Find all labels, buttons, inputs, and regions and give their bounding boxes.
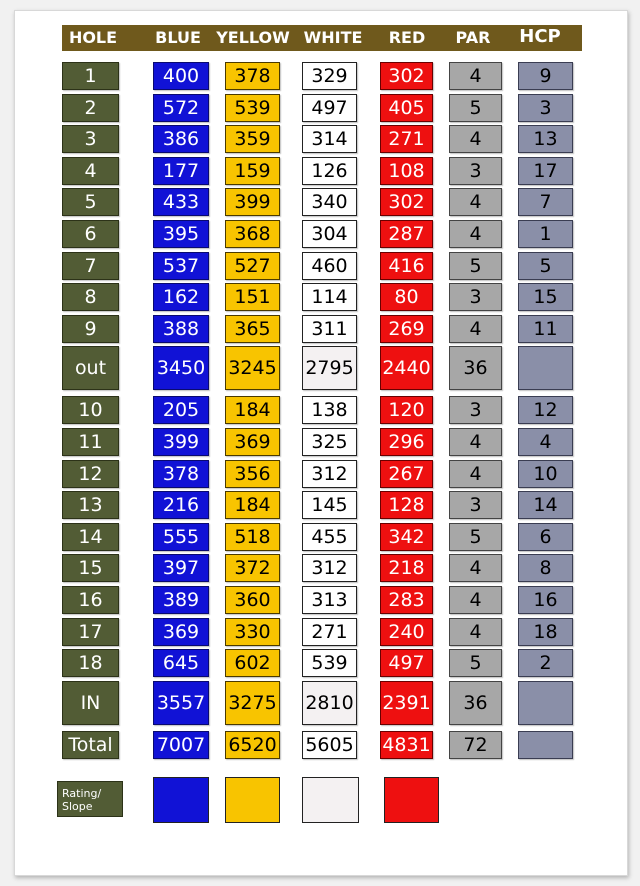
- cell-yellow-row-17: 360: [225, 586, 280, 614]
- cell-red-row-20: 2391: [380, 681, 433, 725]
- header-white: WHITE: [303, 28, 363, 47]
- cell-blue-row-12: 399: [153, 428, 209, 456]
- cell-hole-row-9: 9: [62, 315, 119, 343]
- cell-hole-row-8: 8: [62, 283, 119, 311]
- cell-blue-row-19: 645: [153, 649, 209, 677]
- cell-hole-row-18: 17: [62, 618, 119, 646]
- cell-hcp-row-21: [518, 731, 573, 759]
- cell-par-row-3: 4: [449, 125, 502, 153]
- cell-yellow-row-5: 399: [225, 188, 280, 216]
- cell-hcp-row-16: 8: [518, 554, 573, 582]
- cell-par-row-10: 36: [449, 346, 502, 390]
- rating-label-line1: Rating/: [62, 787, 102, 800]
- cell-yellow-row-19: 602: [225, 649, 280, 677]
- rating-red-box: [384, 777, 439, 823]
- header-hole: HOLE: [68, 28, 118, 47]
- cell-white-row-10: 2795: [302, 346, 357, 390]
- cell-blue-row-9: 388: [153, 315, 209, 343]
- cell-hole-row-12: 11: [62, 428, 119, 456]
- cell-red-row-21: 4831: [380, 731, 433, 759]
- cell-hole-row-7: 7: [62, 252, 119, 280]
- cell-hole-row-20: IN: [62, 681, 119, 725]
- cell-hole-row-14: 13: [62, 491, 119, 519]
- cell-white-row-21: 5605: [302, 731, 357, 759]
- cell-white-row-12: 325: [302, 428, 357, 456]
- cell-hcp-row-11: 12: [518, 396, 573, 424]
- cell-yellow-row-4: 159: [225, 157, 280, 185]
- cell-yellow-row-8: 151: [225, 283, 280, 311]
- cell-red-row-18: 240: [380, 618, 433, 646]
- cell-hole-row-2: 2: [62, 94, 119, 122]
- cell-yellow-row-16: 372: [225, 554, 280, 582]
- header-yellow: YELLOW: [216, 28, 290, 47]
- cell-blue-row-11: 205: [153, 396, 209, 424]
- cell-white-row-18: 271: [302, 618, 357, 646]
- cell-hcp-row-20: [518, 681, 573, 725]
- cell-red-row-4: 108: [380, 157, 433, 185]
- cell-hcp-row-9: 11: [518, 315, 573, 343]
- cell-yellow-row-12: 369: [225, 428, 280, 456]
- cell-blue-row-21: 7007: [153, 731, 209, 759]
- cell-hcp-row-7: 5: [518, 252, 573, 280]
- cell-white-row-15: 455: [302, 523, 357, 551]
- cell-yellow-row-13: 356: [225, 460, 280, 488]
- cell-white-row-14: 145: [302, 491, 357, 519]
- cell-red-row-16: 218: [380, 554, 433, 582]
- cell-white-row-11: 138: [302, 396, 357, 424]
- cell-hcp-row-14: 14: [518, 491, 573, 519]
- cell-yellow-row-18: 330: [225, 618, 280, 646]
- cell-par-row-4: 3: [449, 157, 502, 185]
- cell-par-row-12: 4: [449, 428, 502, 456]
- header-hcp: HCP: [519, 26, 561, 47]
- cell-white-row-3: 314: [302, 125, 357, 153]
- cell-white-row-19: 539: [302, 649, 357, 677]
- cell-white-row-4: 126: [302, 157, 357, 185]
- cell-par-row-9: 4: [449, 315, 502, 343]
- cell-yellow-row-11: 184: [225, 396, 280, 424]
- header-red: RED: [388, 28, 426, 47]
- rating-white-box: [302, 777, 359, 823]
- cell-par-row-1: 4: [449, 62, 502, 90]
- cell-hcp-row-17: 16: [518, 586, 573, 614]
- cell-par-row-6: 4: [449, 220, 502, 248]
- rating-yellow-box: [225, 777, 280, 823]
- cell-par-row-16: 4: [449, 554, 502, 582]
- cell-hole-row-16: 15: [62, 554, 119, 582]
- cell-hole-row-3: 3: [62, 125, 119, 153]
- cell-white-row-8: 114: [302, 283, 357, 311]
- cell-red-row-13: 267: [380, 460, 433, 488]
- cell-par-row-2: 5: [449, 94, 502, 122]
- cell-hcp-row-12: 4: [518, 428, 573, 456]
- cell-white-row-2: 497: [302, 94, 357, 122]
- cell-par-row-7: 5: [449, 252, 502, 280]
- cell-par-row-17: 4: [449, 586, 502, 614]
- cell-red-row-8: 80: [380, 283, 433, 311]
- rating-slope-label: [57, 781, 123, 817]
- cell-red-row-17: 283: [380, 586, 433, 614]
- cell-hole-row-5: 5: [62, 188, 119, 216]
- cell-hole-row-10: out: [62, 346, 119, 390]
- cell-yellow-row-6: 368: [225, 220, 280, 248]
- cell-par-row-15: 5: [449, 523, 502, 551]
- cell-hcp-row-15: 6: [518, 523, 573, 551]
- cell-red-row-11: 120: [380, 396, 433, 424]
- cell-hcp-row-3: 13: [518, 125, 573, 153]
- cell-blue-row-4: 177: [153, 157, 209, 185]
- cell-white-row-13: 312: [302, 460, 357, 488]
- cell-white-row-7: 460: [302, 252, 357, 280]
- cell-hole-row-1: 1: [62, 62, 119, 90]
- cell-hole-row-15: 14: [62, 523, 119, 551]
- cell-par-row-11: 3: [449, 396, 502, 424]
- cell-hcp-row-5: 7: [518, 188, 573, 216]
- cell-hcp-row-4: 17: [518, 157, 573, 185]
- rating-label-line2: Slope: [62, 800, 93, 813]
- cell-blue-row-8: 162: [153, 283, 209, 311]
- cell-yellow-row-9: 365: [225, 315, 280, 343]
- cell-par-row-5: 4: [449, 188, 502, 216]
- cell-hcp-row-8: 15: [518, 283, 573, 311]
- cell-blue-row-14: 216: [153, 491, 209, 519]
- cell-blue-row-17: 389: [153, 586, 209, 614]
- cell-red-row-1: 302: [380, 62, 433, 90]
- header-par: PAR: [455, 28, 491, 47]
- cell-white-row-6: 304: [302, 220, 357, 248]
- cell-par-row-8: 3: [449, 283, 502, 311]
- cell-par-row-20: 36: [449, 681, 502, 725]
- cell-yellow-row-2: 539: [225, 94, 280, 122]
- cell-hole-row-13: 12: [62, 460, 119, 488]
- cell-hcp-row-1: 9: [518, 62, 573, 90]
- cell-blue-row-16: 397: [153, 554, 209, 582]
- cell-blue-row-1: 400: [153, 62, 209, 90]
- cell-par-row-19: 5: [449, 649, 502, 677]
- cell-par-row-21: 72: [449, 731, 502, 759]
- cell-red-row-10: 2440: [380, 346, 433, 390]
- cell-yellow-row-15: 518: [225, 523, 280, 551]
- cell-red-row-2: 405: [380, 94, 433, 122]
- cell-yellow-row-7: 527: [225, 252, 280, 280]
- cell-yellow-row-20: 3275: [225, 681, 280, 725]
- cell-white-row-17: 313: [302, 586, 357, 614]
- cell-white-row-20: 2810: [302, 681, 357, 725]
- cell-blue-row-20: 3557: [153, 681, 209, 725]
- cell-par-row-13: 4: [449, 460, 502, 488]
- cell-par-row-18: 4: [449, 618, 502, 646]
- cell-hole-row-4: 4: [62, 157, 119, 185]
- rating-blue-box: [153, 777, 209, 823]
- cell-red-row-7: 416: [380, 252, 433, 280]
- cell-white-row-5: 340: [302, 188, 357, 216]
- cell-blue-row-5: 433: [153, 188, 209, 216]
- cell-blue-row-6: 395: [153, 220, 209, 248]
- cell-white-row-1: 329: [302, 62, 357, 90]
- cell-blue-row-2: 572: [153, 94, 209, 122]
- cell-hcp-row-2: 3: [518, 94, 573, 122]
- cell-blue-row-10: 3450: [153, 346, 209, 390]
- cell-red-row-9: 269: [380, 315, 433, 343]
- cell-par-row-14: 3: [449, 491, 502, 519]
- cell-red-row-14: 128: [380, 491, 433, 519]
- cell-yellow-row-1: 378: [225, 62, 280, 90]
- cell-hole-row-19: 18: [62, 649, 119, 677]
- cell-hcp-row-6: 1: [518, 220, 573, 248]
- cell-hole-row-21: Total: [62, 731, 119, 759]
- cell-hole-row-17: 16: [62, 586, 119, 614]
- cell-red-row-19: 497: [380, 649, 433, 677]
- cell-blue-row-7: 537: [153, 252, 209, 280]
- cell-yellow-row-21: 6520: [225, 731, 280, 759]
- cell-hcp-row-13: 10: [518, 460, 573, 488]
- cell-red-row-3: 271: [380, 125, 433, 153]
- cell-blue-row-18: 369: [153, 618, 209, 646]
- cell-red-row-5: 302: [380, 188, 433, 216]
- header-blue: BLUE: [155, 28, 201, 47]
- cell-hole-row-6: 6: [62, 220, 119, 248]
- cell-hcp-row-19: 2: [518, 649, 573, 677]
- cell-blue-row-13: 378: [153, 460, 209, 488]
- cell-red-row-12: 296: [380, 428, 433, 456]
- cell-red-row-15: 342: [380, 523, 433, 551]
- cell-yellow-row-14: 184: [225, 491, 280, 519]
- cell-yellow-row-3: 359: [225, 125, 280, 153]
- cell-hcp-row-18: 18: [518, 618, 573, 646]
- cell-hole-row-11: 10: [62, 396, 119, 424]
- cell-white-row-16: 312: [302, 554, 357, 582]
- cell-blue-row-3: 386: [153, 125, 209, 153]
- cell-blue-row-15: 555: [153, 523, 209, 551]
- cell-red-row-6: 287: [380, 220, 433, 248]
- cell-yellow-row-10: 3245: [225, 346, 280, 390]
- cell-hcp-row-10: [518, 346, 573, 390]
- cell-white-row-9: 311: [302, 315, 357, 343]
